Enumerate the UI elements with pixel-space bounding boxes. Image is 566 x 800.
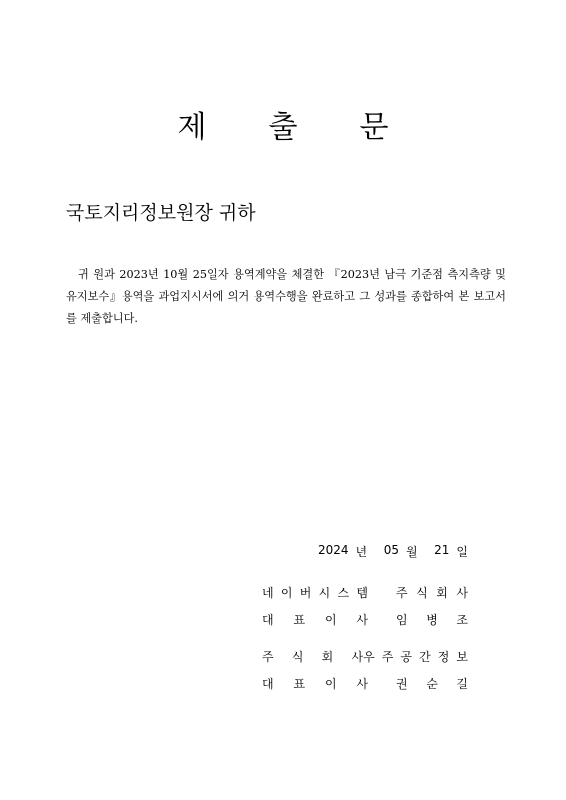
spaced-char: 임 xyxy=(396,613,408,627)
date-year: 2024 xyxy=(318,543,349,557)
spaced-char: 템 xyxy=(356,586,368,600)
spaced-char: 이 xyxy=(324,613,337,627)
spaced-char: 회 xyxy=(321,650,334,664)
spaced-char: 스 xyxy=(337,586,350,600)
spaced-text xyxy=(396,584,468,601)
spaced-char: 순 xyxy=(426,677,438,691)
spaced-text xyxy=(396,611,468,628)
signatory-1-org-line xyxy=(262,584,468,601)
recipient-line: 국토지리정보원장 귀하 xyxy=(66,202,256,224)
spaced-char: 사 xyxy=(356,613,368,627)
spaced-char: 버 xyxy=(299,586,312,600)
spaced-char: 표 xyxy=(293,677,306,691)
submission-date xyxy=(318,543,468,560)
spaced-char: 사 xyxy=(356,677,368,691)
date-month-unit: 월 xyxy=(405,545,418,559)
spaced-char: 사 xyxy=(456,586,468,600)
date-day-unit: 일 xyxy=(456,545,468,559)
spaced-text xyxy=(262,648,363,665)
spaced-char: 주 xyxy=(381,650,394,664)
spaced-char: 우 xyxy=(363,650,375,664)
spaced-char: 회 xyxy=(436,586,448,600)
spaced-char: 정 xyxy=(437,650,450,664)
spaced-char: 주 xyxy=(396,586,408,600)
spaced-char: 사 xyxy=(351,650,364,664)
spaced-char: 이 xyxy=(280,586,293,600)
signatory-2-org-line xyxy=(262,648,468,665)
spaced-char: 공 xyxy=(400,650,412,664)
spaced-char: 식 xyxy=(291,650,304,664)
spaced-char: 이 xyxy=(324,677,337,691)
title-char: 출 xyxy=(268,110,298,145)
title-char: 제 xyxy=(177,110,207,145)
spaced-text xyxy=(396,675,468,692)
spaced-char: 길 xyxy=(456,677,468,691)
spaced-char: 시 xyxy=(318,586,331,600)
signatory-1-name-line xyxy=(262,611,468,628)
spaced-text xyxy=(262,584,368,601)
body-paragraph: 귀 원과 2023년 10월 25일자 용역계약을 체결한 『2023년 남극 기준점 측지측량 및 유지보수』용역을 과업지시서에 의거 용역수행을 완료하고 그 성과를 종합하여 본 보고서를 제출합니다. xyxy=(66,268,506,325)
document-title xyxy=(0,102,566,146)
signatory-2-name-line xyxy=(262,675,468,692)
spaced-char: 대 xyxy=(262,613,274,627)
date-month: 05 xyxy=(383,543,399,557)
spaced-char: 식 xyxy=(416,586,428,600)
spaced-char: 병 xyxy=(426,613,438,627)
spaced-char: 조 xyxy=(456,613,468,627)
date-day: 21 xyxy=(434,543,450,557)
spaced-char: 주 xyxy=(262,650,274,664)
spaced-char: 간 xyxy=(419,650,431,664)
spaced-text xyxy=(262,611,368,628)
spaced-char: 보 xyxy=(456,650,468,664)
spaced-char: 표 xyxy=(293,613,306,627)
spaced-char: 네 xyxy=(262,586,274,600)
spaced-text xyxy=(262,675,368,692)
spaced-char: 권 xyxy=(396,677,408,691)
date-year-unit: 년 xyxy=(355,545,368,559)
title-char: 문 xyxy=(359,110,389,145)
spaced-char: 대 xyxy=(262,677,274,691)
spaced-text xyxy=(363,648,468,665)
